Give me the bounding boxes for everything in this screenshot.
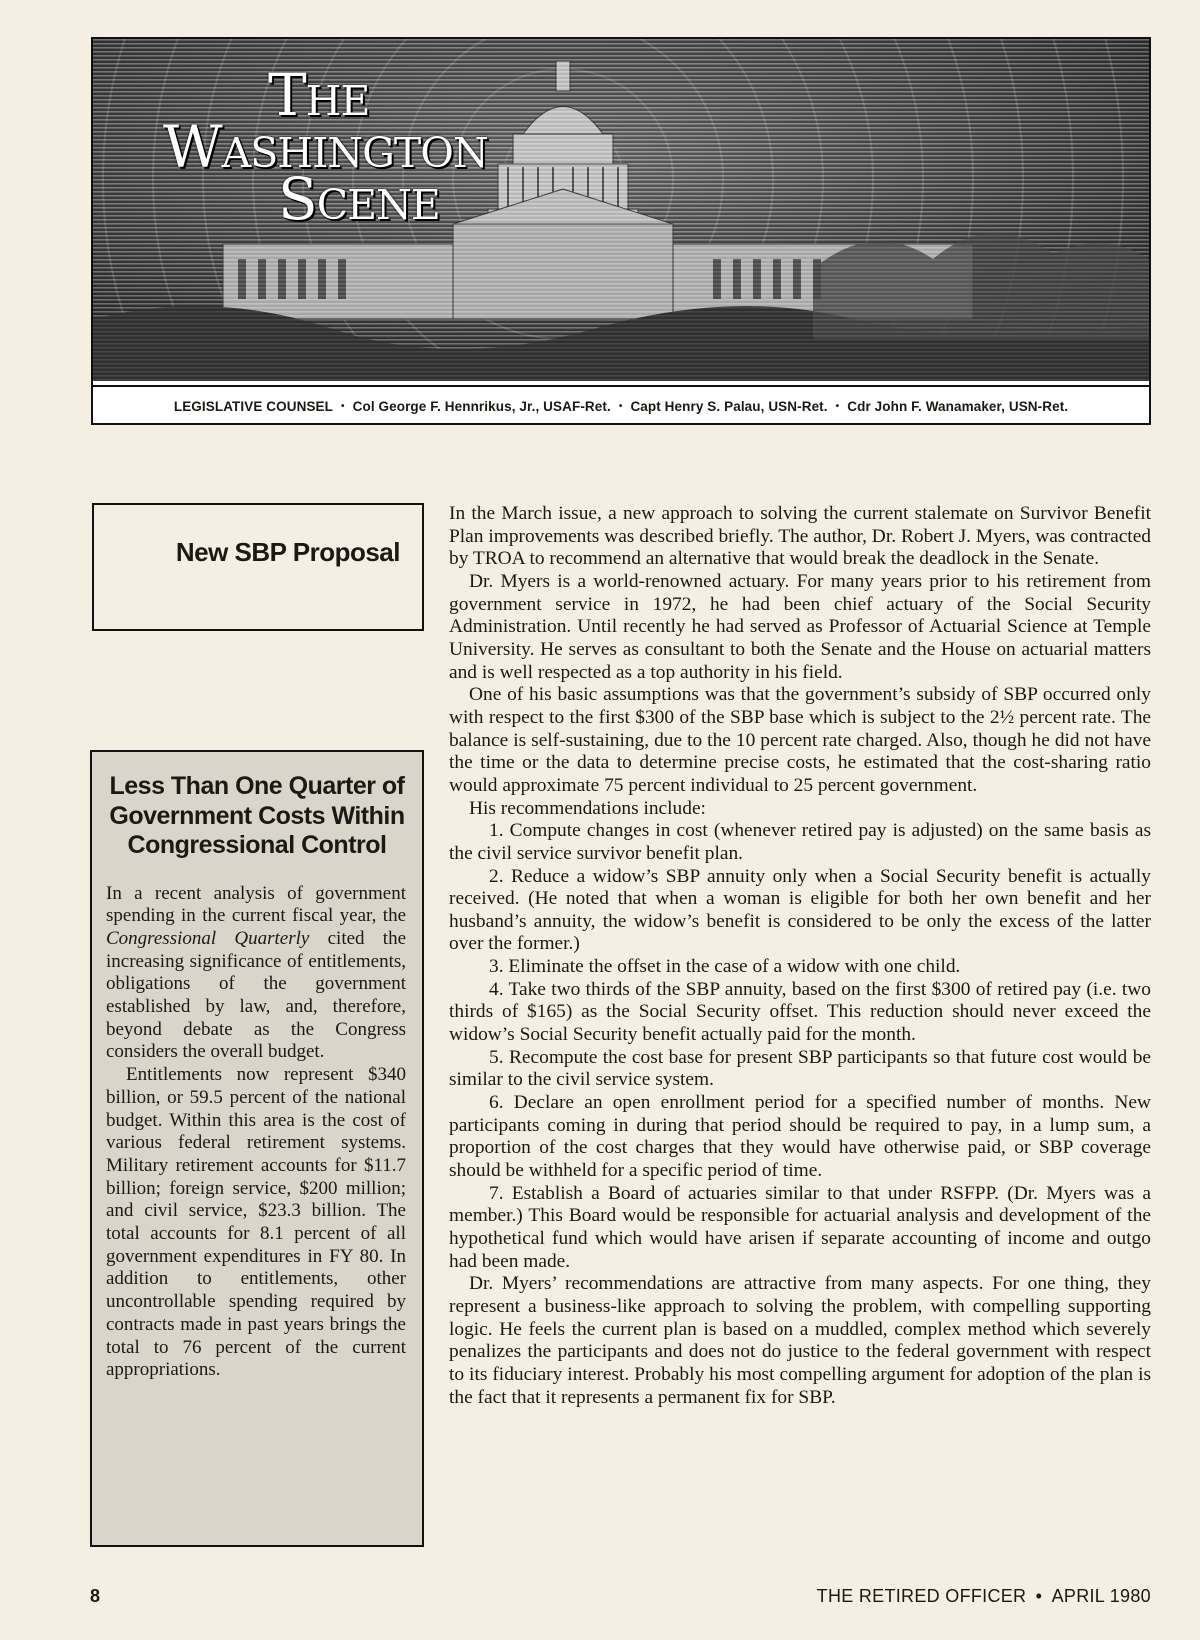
page-number: 8: [90, 1586, 101, 1606]
masthead-title: [163, 61, 523, 234]
publication-title: THE RETIRED OFFICER: [816, 1586, 1027, 1606]
sidebar-text: cited the increasing significance of entitlements, obligations of the government established by law, and, therefore, beyond debate as the Congress considers the overall budget.: [106, 927, 407, 1063]
sidebar-body: [106, 883, 406, 1382]
legislative-counsel-credits: [93, 385, 1149, 425]
publication-name: Congressional Quarterly: [106, 927, 310, 949]
recommendation-item: 4. Take two thirds of the SBP annuity, based on the first $300 of retired pay (i.e. two thirds of $165) as the Social Security offset. This reduction should never exceed the widow’s Social Security benefit actually paid for the month.: [449, 978, 1151, 1046]
title-line-2: Washington: [163, 113, 488, 182]
article-paragraph: In the March issue, a new approach to solving the current stalemate on Survivor Benefit Plan improvements was described briefly. The author, Dr. Robert J. Myers, was contracted by TROA to recommend an alternative that would break the deadlock in the Senate.: [449, 503, 1151, 570]
recommendation-item: 3. Eliminate the offset in the case of a widow with one child.: [489, 956, 961, 978]
credit-member: Col George F. Hennrikus, Jr., USAF-Ret.: [352, 398, 611, 414]
recommendation-item: 7. Establish a Board of actuaries similar to that under RSFPP. (Dr. Myers was a member.) This Board would be responsible for actuarial analysis and development of the hypothetical fund which would have arisen if separate accounting of income and outgo had been made.: [449, 1182, 1151, 1272]
recommendation-item: 5. Recompute the cost base for present SBP participants so that future cost would be similar to the civil service system.: [449, 1046, 1151, 1091]
credits-label: LEGISLATIVE COUNSEL: [173, 398, 334, 414]
bullet-icon: •: [835, 400, 840, 412]
title-line-1: The: [268, 61, 370, 129]
article-paragraph: Dr. Myers is a world-renowned actuary. For many years prior to his retirement from government service in 1972, he had been chief actuary of the Social Security Administration. Until recently he had served as Professor of Actuarial Science at Temple University. He serves as consultant to both the Senate and the House on actuarial matters and is well respected as a top authority in his field.: [449, 570, 1151, 683]
article-paragraph: His recommendations include:: [469, 797, 706, 819]
title-line-3: Scene: [278, 165, 440, 234]
sidebar-paragraph: [106, 883, 406, 1065]
article-paragraph: One of his basic assumptions was that the government’s subsidy of SBP occurred only with respect to the first $300 of the SBP base which is subject to the 2½ percent rate. The balance is self-sustaining, due to the 10 percent rate charged. Also, though he did not have the time or the data to determine precise costs, he estimated that the cost-sharing ratio would approximate 75 percent individual to 25 percent government.: [449, 684, 1151, 796]
sidebar-box: [90, 750, 424, 1547]
proposal-heading-box: [92, 503, 424, 631]
sidebar-headline: Less Than One Quarter of Government Costs Within Congressional Control: [109, 772, 405, 859]
sidebar-text: In a recent analysis of government spending in the current fiscal year, the: [106, 882, 406, 927]
credit-member: Capt Henry S. Palau, USN-Ret.: [630, 398, 828, 414]
article-paragraph: Dr. Myers’ recommendations are attractive from many aspects. For one thing, they represent a business-like approach to solving the problem, with compelling supporting logic. He feels the current plan is based on a muddled, complex method which severely penalizes the participants and does not do justice to the federal government with respect to its fiduciary interest. Probably his most compelling argument for adoption of the plan is the fact that it represents a permanent fix for SBP.: [449, 1273, 1151, 1408]
recommendation-item: 6. Declare an open enrollment period for a specified number of months. New participants coming in during that period should be required to pay, in a lump sum, a proportion of the cost charges that they would have otherwise paid, or SBP coverage should be withheld for a specific period of time.: [449, 1092, 1151, 1182]
article-body: [449, 503, 1151, 1409]
bullet-icon: •: [1035, 1586, 1043, 1606]
issue-date: APRIL 1980: [1051, 1586, 1151, 1606]
sidebar-paragraph: Entitlements now represent $340 billion, or 59.5 percent of the national budget. Within this area is the cost of various federal retirement systems. Military retirement accounts for $11.7 billion; foreign service, $200 million; and civil service, $23.3 billion. The total accounts for 8.1 percent of all government expenditures in FY 80. In addition to entitlements, other uncontrollable spending required by contracts made in past years brings the total to 76 percent of the current appropriations.: [106, 1064, 406, 1381]
recommendation-item: 1. Compute changes in cost (whenever retired pay is adjusted) on the same basis as the civil service survivor benefit plan.: [449, 820, 1151, 864]
running-footer: [813, 1586, 1151, 1607]
credit-member: Cdr John F. Wanamaker, USN-Ret.: [847, 398, 1069, 414]
recommendation-item: 2. Reduce a widow’s SBP annuity only when a Social Security benefit is actually received. (He noted that when a woman is eligible for both her own benefit and her husband’s annuity, the widow’s benefit is considered to be only the excess of the latter over the former.): [449, 865, 1151, 955]
bullet-icon: •: [341, 400, 345, 412]
article-headline: New SBP Proposal: [175, 537, 400, 567]
masthead: [91, 37, 1151, 425]
bullet-icon: •: [618, 400, 623, 412]
